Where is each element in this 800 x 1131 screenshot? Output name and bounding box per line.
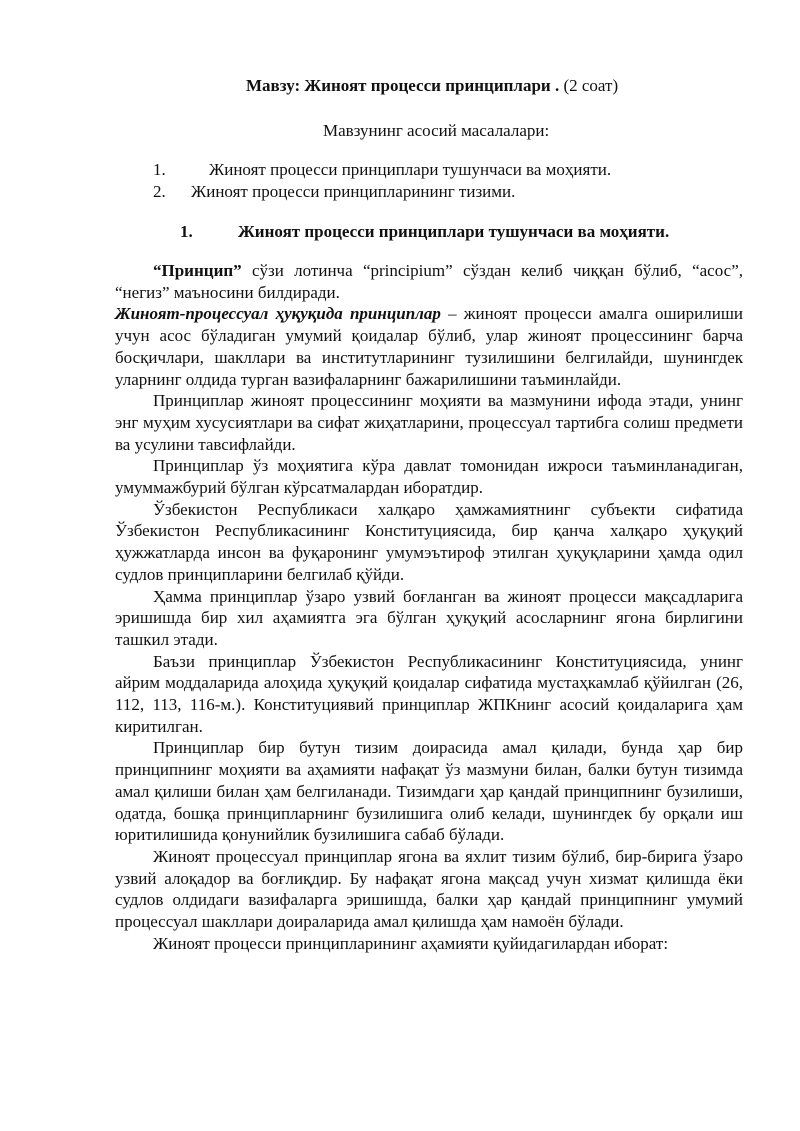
paragraph-2: [115, 303, 743, 390]
paragraph-7: Баъзи принциплар Ўзбекистон Республикасининг Конституциясида, унинг айрим моддаларида алоҳида ҳуқуқий қоидалар сифатида мустаҳкамлаб қўйилган (26, 112, 113, 116-м.). Конституциявий принциплар ЖПКнинг асосий қоидаларига ҳам киритилган.: [115, 651, 743, 736]
paragraph-10: Жиноят процесси принципларининг аҳамияти қуйидагилардан иборат:: [153, 933, 669, 953]
paragraph-6: Ҳамма принциплар ўзаро узвий боғланган ва жиноят процесси мақсадларига эришишда бир хил аҳамиятга эга бўлган ҳуқуқий асосларнинг ягона бирлигини ташкил этади.: [115, 586, 743, 649]
section-title: Жиноят процесси принциплари тушунчаси ва моҳияти.: [238, 222, 670, 241]
paragraph-text: – жиноят процесси амалга оширилиши учун асос бўладиган умумий қоидалар бўлиб, улар жиноят процессининг барча босқичлари, шакллари ва институтларининг тузилишини белгилайди, шунингдек уларнинг олдида турган вазифаларнинг бажарилишини таъминлайди.: [115, 304, 744, 389]
paragraph-8: Принциплар бир бутун тизим доирасида амал қилади, бунда ҳар бир принципнинг моҳияти ва аҳамияти нафақат ўз мазмуни билан, балки бутун тизимда амал қилиши билан ҳам белгиланади. Тизимдаги ҳар қандай принципнинг бузилиши, одатда, бошқа принципларнинг бузилишига олиб келади, шунингдек бу орқали иш юритилишида қонунийлик бузилишига сабаб бўлади.: [115, 738, 743, 845]
title-hours: (2 соат): [559, 76, 619, 95]
toc-number: 2.: [153, 182, 166, 201]
term-principles-law: Жиноят-процессуал ҳуқуқида принциплар: [115, 304, 441, 324]
paragraph-9: Жиноят процессуал принциплар ягона ва яхлит тизим бўлиб, бир-бирига ўзаро узвий алоқадор ва боғлиқдир. Бу нафақат ягона мақсад учун хизмат қилишда ёки судлов олдидаги вазифаларга эришишда, балки ҳар қандай принципнинг умумий процессуал шакллари доираларида амал қилишда ҳам намоён бўлади.: [115, 846, 743, 932]
paragraph-5: Ўзбекистон Республикаси халқаро ҳамжамиятнинг субъекти сифатида Ўзбекистон Республикасининг Конституциясида, бир қанча халқаро ҳуқуқий ҳужжатларда инсон ва фуқаронинг умумэътироф этилган ҳуқуқларини ҳамда одил судлов принципларини белгилаб қўйди.: [115, 499, 743, 584]
toc-item-1: [153, 160, 611, 180]
subtitle: Мавзунинг асосий масалалари:: [323, 121, 550, 140]
page-title: [0, 76, 800, 96]
paragraph-3: Принциплар жиноят процессининг моҳияти ва мазмунини ифода этади, унинг энг муҳим хусусиятлари ва сифат жиҳатларини, процессуал тартибга солиш предмети ва усулини тавсифлайди.: [115, 391, 743, 454]
paragraph-1: [115, 260, 743, 303]
toc-text: Жиноят процесси принципларининг тизими.: [191, 182, 516, 201]
section-number: 1.: [180, 222, 193, 241]
title-bold: Мавзу: Жиноят процесси принциплари .: [246, 76, 560, 95]
paragraph-text: сўзи лотинча “principium” сўздан келиб чиққан бўлиб, “асос”, “негиз” маъносини билдиради.: [115, 261, 743, 302]
toc-text: Жиноят процесси принциплари тушунчаси ва моҳияти.: [209, 160, 612, 179]
section-heading: [180, 222, 669, 242]
toc-number: 1.: [153, 160, 166, 179]
body-text: [115, 260, 743, 955]
toc-item-2: [153, 182, 515, 202]
paragraph-4: Принциплар ўз моҳиятига кўра давлат томонидан ижроси таъминланадиган, умуммажбурий бўлган кўрсатмалардан иборатдир.: [115, 456, 743, 498]
term-principle: “Принцип”: [153, 261, 242, 280]
